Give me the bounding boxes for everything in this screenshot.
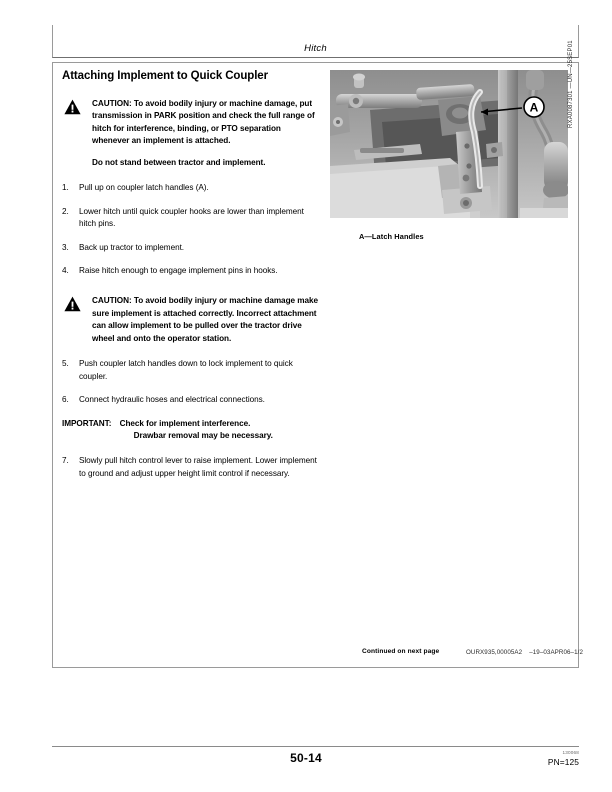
important-note [62,418,320,443]
footer-divider [52,746,579,747]
hitch-photograph [330,70,568,218]
list-item [62,206,320,231]
svg-text:A: A [529,100,539,115]
important-body [120,418,273,443]
step-text: Pull up on coupler latch handles (A). [79,183,209,193]
caution-main-1: CAUTION: To avoid bodily injury or machine damage, put transmission in PARK position and check the full range of hitch for interference, binding, or PTO separation whenever an implement is attached. [92,98,315,146]
step-text: Connect hydraulic hoses and electrical connections. [79,395,265,405]
warning-triangle-icon [64,296,81,312]
list-item [62,265,320,277]
step-number: 2. [62,206,69,216]
step-text: Lower hitch until quick coupler hooks are lower than implement hitch pins. [79,206,304,229]
document-code [466,649,583,656]
step-number: 1. [62,183,69,193]
caution-spacer-1 [92,148,320,157]
step-text: Slowly pull hitch control lever to raise implement. Lower implement to ground and adjust upper height limit control if necessary. [79,456,317,478]
step-number: 3. [62,242,69,252]
caution-extra-1: Do not stand between tractor and implement. [92,157,266,167]
instruction-column [62,70,320,491]
running-header [52,25,579,58]
step-text: Back up tractor to implement. [79,242,185,252]
page-number: 50-14 [290,751,322,765]
list-item [62,242,320,254]
pn-code: 130068 [562,750,579,755]
step-number: 7. [62,456,69,466]
page-title: Attaching Implement to Quick Coupler [62,70,268,82]
caution-block-2 [62,295,320,345]
warning-triangle-icon [64,99,81,115]
running-header-title: Hitch [304,43,327,54]
list-item [62,455,320,480]
important-label: IMPORTANT: [62,418,112,428]
figure-caption: A—Latch Handles [359,232,424,241]
caution-text-2 [92,295,320,345]
step-text: Raise hitch enough to engage implement pins in hooks. [79,266,278,276]
list-item [62,358,320,383]
caution-block-1 [62,98,320,169]
document-code-value: OURX935,00005A2 [466,649,523,656]
important-line-2: Drawbar removal may be necessary. [133,431,273,441]
step-number: 4. [62,266,69,276]
photo-credit: RXA0087301 —UN—25SEP01 [568,40,574,128]
step-number: 5. [62,359,69,369]
list-item [62,182,320,194]
list-item [62,394,320,406]
continued-on-next-page: Continued on next page [362,648,440,655]
caution-text-1 [92,98,320,169]
pn-value: PN=125 [547,757,579,767]
document-revision: –19–03APR06–1/2 [529,649,583,656]
important-line-1: Check for implement interference. [119,418,251,428]
caution-main-2: CAUTION: To avoid bodily injury or machine damage make sure implement is attached correctly. Incorrect attachment can allow implement to be pulled over the tractor drive wheel and onto the operator station. [92,296,318,343]
figure-block [330,70,568,241]
step-number: 6. [62,395,69,405]
step-text: Push coupler latch handles down to lock implement to quick coupler. [79,359,293,381]
